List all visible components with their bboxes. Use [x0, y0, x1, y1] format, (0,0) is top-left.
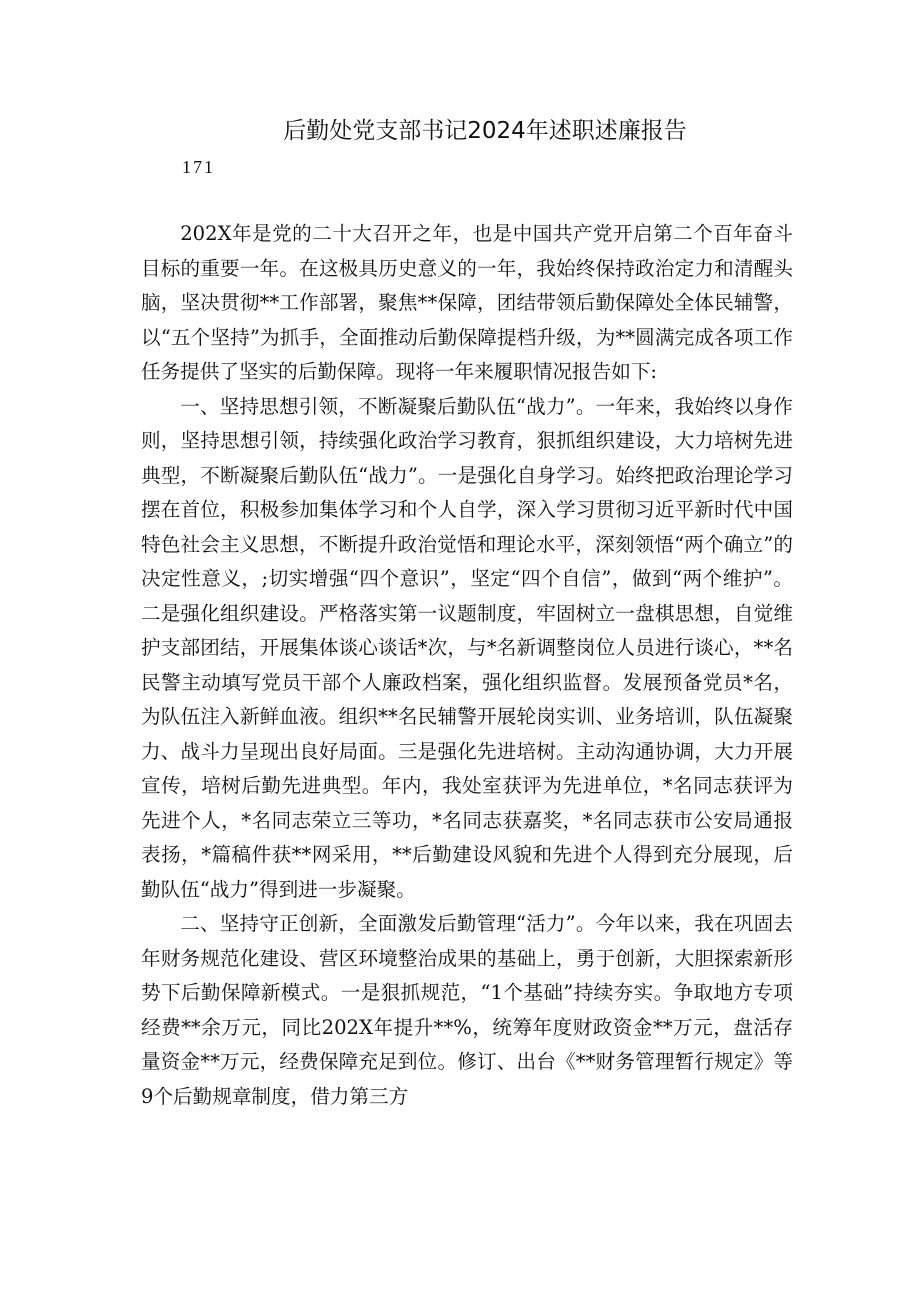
- paragraph-section-one: 一、坚持思想引领，不断凝聚后勤队伍“战力”。一年来，我始终以身作则，坚持思想引领，持续强化政治学习教育，狠抓组织建设，大力培树先进典型，不断凝聚后勤队伍“战力”。一是强化自身学习。始终把政治理论学习摆在首位，积极参加集体学习和个人自学，深入学习贯彻习近平新时代中国特色社会主义思想，不断提升政治觉悟和理论水平，深刻领悟“两个确立”的决定性意义，;切实增强“四个意识”，坚定“四个自信”，做到“两个维护”。二是强化组织建设。严格落实第一议题制度，牢固树立一盘棋思想，自觉维护支部团结，开展集体谈心谈话*次，与*名新调整岗位人员进行谈心，**名民警主动填写党员干部个人廉政档案，强化组织监督。发展预备党员*名，为队伍注入新鲜血液。组织**名民辅警开展轮岗实训、业务培训，队伍凝聚力、战斗力呈现出良好局面。三是强化先进培树。主动沟通协调，大力开展宣传，培树后勤先进典型。年内，我处室获评为先进单位，*名同志获评为先进个人，*名同志荣立三等功，*名同志获嘉奖，*名同志获市公安局通报表扬，*篇稿件获**网采用，**后勤建设风貌和先进个人得到充分展现，后勤队伍“战力”得到进一步凝聚。: [141, 394, 793, 901]
- document-title: 后勤处党支部书记2024年述职述廉报告: [283, 118, 687, 144]
- paragraph-intro: 202X年是党的二十大召开之年，也是中国共产党开启第二个百年奋斗目标的重要一年。在这极具历史意义的一年，我始终保持政治定力和清醒头脑，坚决贯彻**工作部署，聚焦**保障，团结带领后勤保障处全体民辅警，以“五个坚持”为抓手，全面推动后勤保障提档升级，为**圆满完成各项工作任务提供了坚实的后勤保障。现将一年来履职情况报告如下:: [141, 222, 793, 383]
- document-body: [141, 217, 793, 1114]
- paragraph-section-two: 二、坚持守正创新，全面激发后勤管理“活力”。今年以来，我在巩固去年财务规范化建设、营区环境整治成果的基础上，勇于创新，大胆探索新形势下后勤保障新模式。一是狠抓规范，“1个基础”持续夯实。争取地方专项经费**余万元，同比202X年提升**%，统筹年度财政资金**万元，盘活存量资金**万元，经费保障充足到位。修订、出台《**财务管理暂行规定》等9个后勤规章制度，借力第三方: [141, 912, 793, 1108]
- document-number: 171: [182, 157, 215, 177]
